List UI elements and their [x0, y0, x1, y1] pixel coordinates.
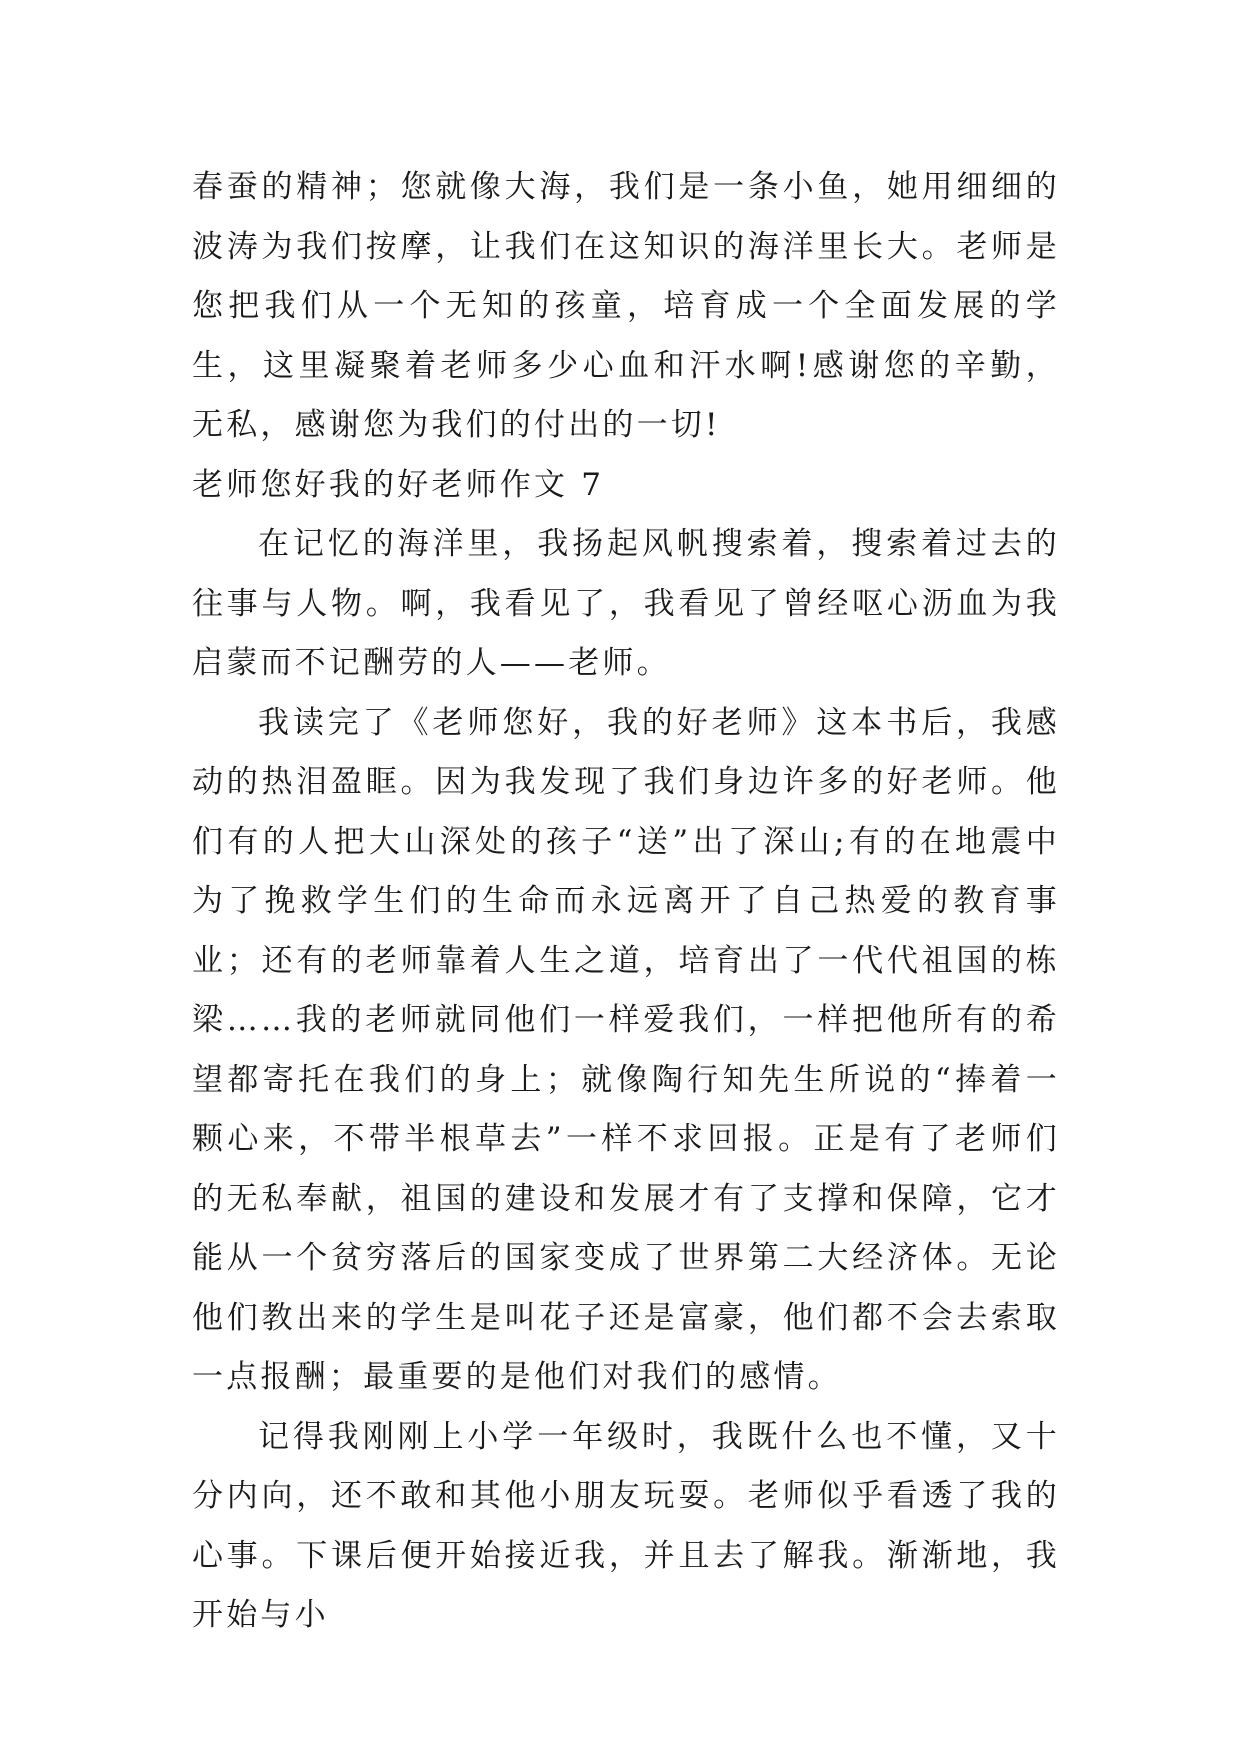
paragraph-intro: 春蚕的精神；您就像大海，我们是一条小鱼，她用细细的波涛为我们按摩，让我们在这知识的海洋里长大。老师是您把我们从一个无知的孩童，培育成一个全面发展的学生，这里凝聚着老师多少心血和汗水啊!感谢您的辛勤，无私，感谢您为我们的付出的一切! — [192, 169, 1060, 443]
paragraph-first-grade: 记得我刚刚上小学一年级时，我既什么也不懂，又十分内向，还不敢和其他小朋友玩耍。老师似乎看透了我的心事。下课后便开始接近我，并且去了解我。渐渐地，我开始与小 — [192, 1418, 1060, 1633]
document-page — [192, 158, 1060, 1646]
paragraph-book: 我读完了《老师您好，我的好老师》这本书后，我感动的热泪盈眶。因为我发现了我们身边许多的好老师。他们有的人把大山深处的孩子“送”出了深山;有的在地震中为了挽救学生们的生命而永远离开了自己热爱的教育事业；还有的老师靠着人生之道，培育出了一代代祖国的栋梁……我的老师就同他们一样爱我们，一样把他所有的希望都寄托在我们的身上；就像陶行知先生所说的“捧着一颗心来，不带半根草去”一样不求回报。正是有了老师们的无私奉献，祖国的建设和发展才有了支撑和保障，它才能从一个贫穷落后的国家变成了世界第二大经济体。无论他们教出来的学生是叫花子还是富豪，他们都不会去索取一点报酬；最重要的是他们对我们的感情。 — [192, 704, 1060, 1395]
paragraph-memory: 在记忆的海洋里，我扬起风帆搜索着，搜索着过去的往事与人物。啊，我看见了，我看见了曾经呕心沥血为我启蒙而不记酬劳的人——老师。 — [192, 526, 1060, 681]
section-title: 老师您好我的好老师作文 7 — [192, 466, 605, 503]
